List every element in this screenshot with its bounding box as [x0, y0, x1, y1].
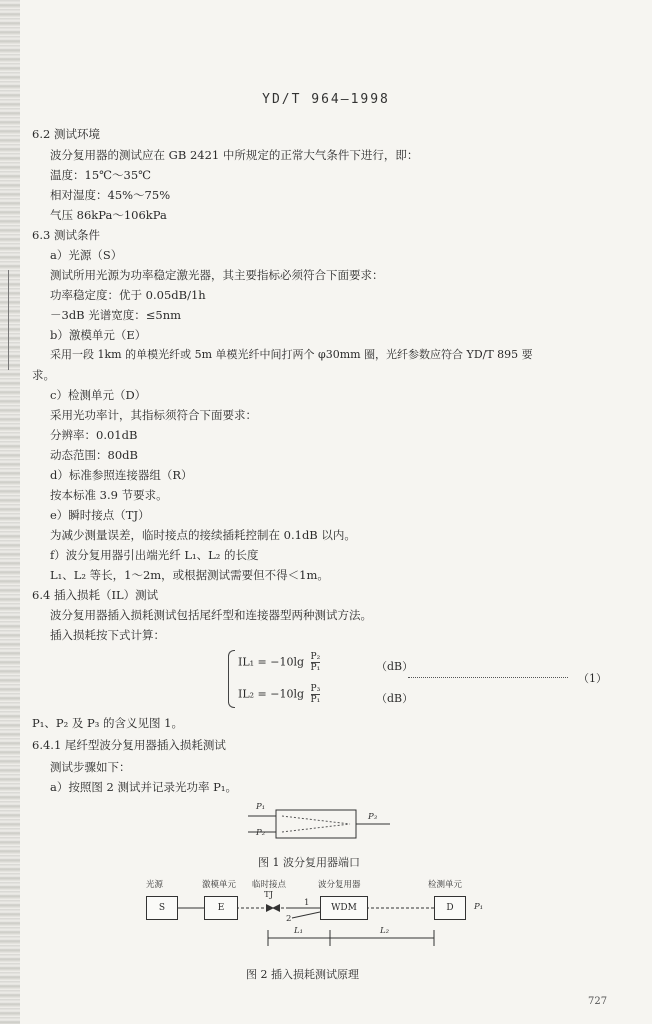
equation-lhs: IL₂ = −10lg: [238, 687, 305, 701]
paragraph-line: f）波分复用器引出端光纤 L₁、L₂ 的长度: [50, 548, 259, 562]
source-box: S: [146, 896, 178, 920]
mode-unit-box: E: [204, 896, 238, 920]
equation-lhs: IL₁ = −10lg: [238, 655, 305, 669]
paragraph-line: 求。: [32, 368, 55, 382]
paragraph-line: 气压 86kPa～106kPa: [50, 208, 167, 222]
output-power-label: P₁: [474, 902, 484, 912]
paragraph-line: 采用一段 1km 的单模光纤或 5m 单模光纤中间打两个 φ30mm 圈，光纤参数应符合 YD/T 895 要: [50, 348, 533, 361]
paragraph-line: L₁、L₂ 等长，1～2m，或根据测试需要但不得＜1m。: [50, 568, 329, 582]
fraction-numerator: P₃: [310, 684, 321, 694]
equation-unit: （dB）: [376, 692, 414, 705]
paragraph-line: 温度：15℃～35℃: [50, 168, 151, 182]
paragraph-line: 功率稳定度：优于 0.05dB/1h: [50, 288, 206, 302]
paragraph-line: 测试所用光源为功率稳定激光器，其主要指标必须符合下面要求：: [50, 268, 384, 282]
tj-arrow: [272, 904, 280, 912]
length-label-l1: L₁: [294, 926, 304, 936]
port-number-1: 1: [304, 898, 310, 908]
section-heading-6-4: 6.4 插入损耗（IL）测试: [32, 588, 159, 602]
detector-label: 检测单元: [428, 880, 463, 890]
paragraph-line: 测试步骤如下：: [50, 760, 131, 774]
equation-number: （1）: [578, 672, 607, 685]
section-heading-6-2: 6.2 测试环境: [32, 127, 100, 141]
temporary-joint-label: 临时接点: [252, 880, 287, 890]
paragraph-line: 动态范围：80dB: [50, 448, 138, 462]
port-label-p2: P₂: [256, 828, 266, 838]
mode-unit-label: 激模单元: [202, 880, 237, 890]
paragraph-line: 为减少测量误差，临时接点的接续插耗控制在 0.1dB 以内。: [50, 528, 356, 542]
paragraph-line: 波分复用器插入损耗测试包括尾纤型和连接器型两种测试方法。: [50, 608, 372, 622]
paragraph-line: 插入损耗按下式计算：: [50, 628, 165, 642]
paragraph-line: a）按照图 2 测试并记录光功率 P₁。: [50, 780, 237, 794]
paragraph-line: －3dB 光谱宽度：≤5nm: [50, 308, 182, 322]
fraction-denominator: P₁: [310, 663, 321, 673]
fraction-denominator: P₁: [310, 695, 321, 705]
fraction-numerator: P₂: [310, 652, 321, 662]
equation-unit: （dB）: [376, 660, 414, 673]
paragraph-line: 按本标准 3.9 节要求。: [50, 488, 168, 502]
figure-2-caption: 图 2 插入损耗测试原理: [246, 968, 359, 981]
port-label-p3: P₃: [368, 812, 378, 822]
source-label: 光源: [146, 880, 164, 890]
paragraph-line: 采用光功率计，其指标须符合下面要求：: [50, 408, 257, 422]
wdm-body: [276, 810, 356, 838]
paragraph-line: d）标准参照连接器组（R）: [50, 468, 193, 482]
length-label-l2: L₂: [380, 926, 390, 936]
paragraph-line: a）光源（S）: [50, 248, 123, 262]
wdm-label: 波分复用器: [318, 880, 361, 890]
figure-1-caption: 图 1 波分复用器端口: [258, 856, 360, 869]
running-header: YD/T 964—1998: [262, 92, 390, 107]
paragraph-line: P₁、P₂ 及 P₃ 的含义见图 1。: [32, 716, 183, 730]
paragraph-line: 波分复用器的测试应在 GB 2421 中所规定的正常大气条件下进行，即：: [50, 148, 419, 162]
paragraph-line: 相对湿度：45%～75%: [50, 188, 171, 202]
section-heading-6-4-1: 6.4.1 尾纤型波分复用器插入损耗测试: [32, 738, 226, 752]
fiber-link: [292, 912, 320, 918]
page-number: 727: [588, 996, 608, 1007]
paragraph-line: e）瞬时接点（TJ）: [50, 508, 150, 522]
wdm-box: WDM: [320, 896, 368, 920]
detector-box: D: [434, 896, 466, 920]
port-number-2: 2: [286, 914, 292, 924]
coupler-line: [282, 816, 350, 824]
port-label-p1: P₁: [256, 802, 266, 812]
section-heading-6-3: 6.3 测试条件: [32, 228, 100, 242]
tj-abbr-label: TJ: [264, 890, 274, 900]
paragraph-line: b）激模单元（E）: [50, 328, 147, 342]
paragraph-line: 分辨率：0.01dB: [50, 428, 138, 442]
coupler-line: [282, 824, 350, 832]
paragraph-line: c）检测单元（D）: [50, 388, 147, 402]
